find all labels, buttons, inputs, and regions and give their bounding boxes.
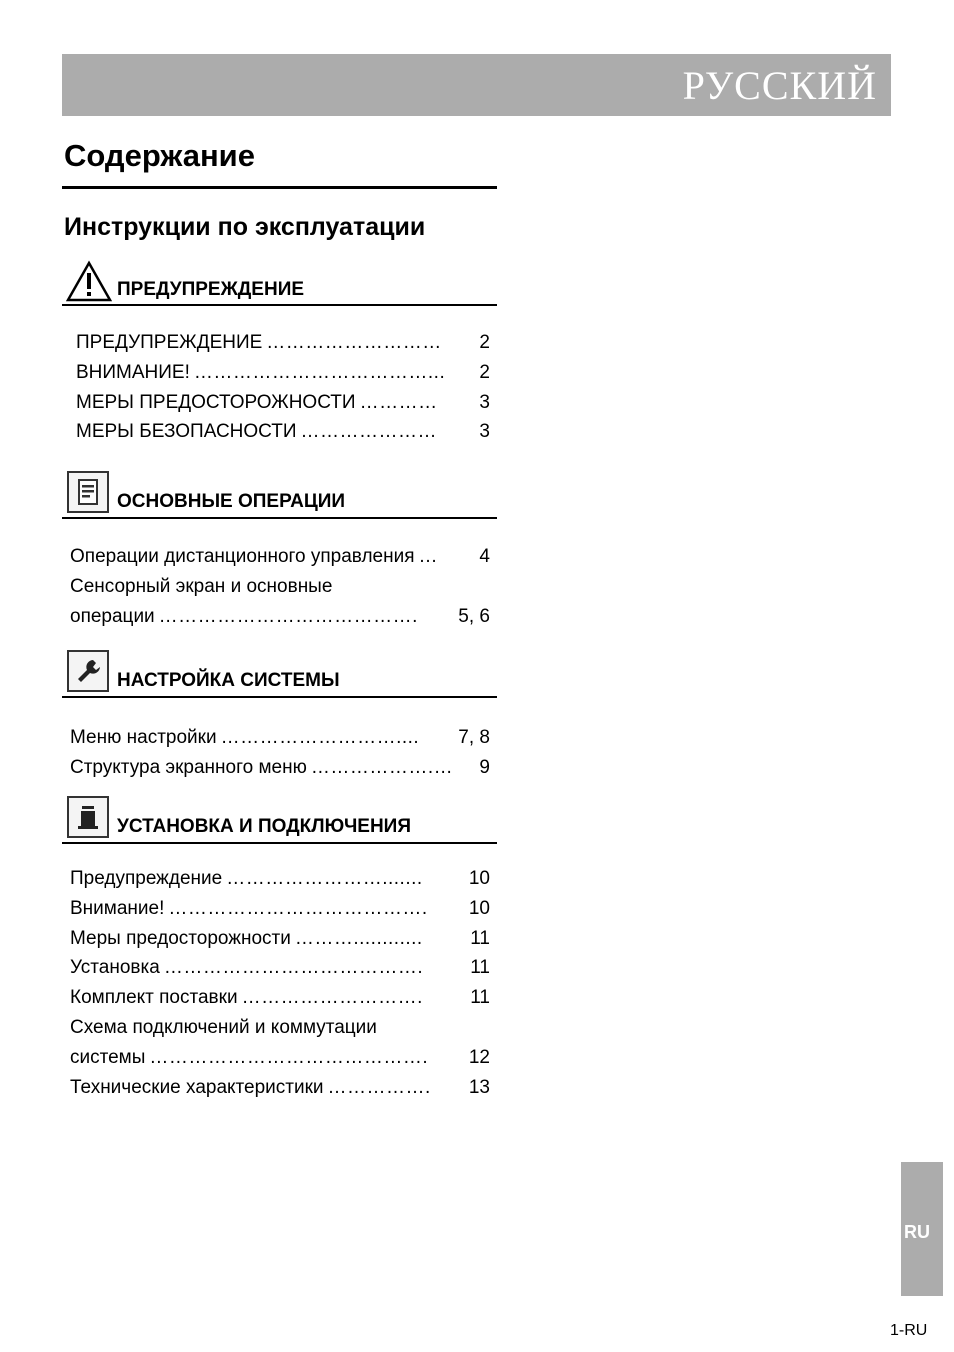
toc-page: 10 (468, 868, 490, 889)
toc-leader: ……………. (327, 1076, 431, 1098)
toc-entry-title: ПРЕДУПРЕЖДЕНИЕ (76, 332, 263, 353)
toc-entry-title: операции (70, 605, 155, 627)
toc-page: 10 (468, 897, 490, 919)
toc-page: 4 (479, 546, 490, 567)
section-rule (62, 304, 497, 306)
toc-list-basic-operations (70, 542, 490, 631)
toc-entry[interactable] (70, 1013, 490, 1043)
toc-page: 3 (479, 391, 490, 413)
language-title: РУССКИЙ (682, 63, 877, 108)
toc-entry-title: Сенсорный экран и основные (70, 575, 333, 597)
toc-entry[interactable] (70, 542, 490, 572)
toc-entry[interactable] (76, 328, 490, 358)
toc-leader: ……………….… (310, 756, 454, 778)
toc-entry[interactable] (70, 1043, 490, 1073)
title-divider (62, 186, 497, 189)
toc-entry[interactable] (70, 753, 490, 783)
section-warning (62, 256, 497, 306)
toc-page: 11 (470, 987, 490, 1009)
page-title: Содержание (64, 138, 255, 173)
toc-page: 7, 8 (458, 727, 490, 748)
subtitle: Инструкции по эксплуатации (64, 213, 426, 241)
toc-leader: …………………………………. (158, 605, 418, 627)
page-number: 1-RU (890, 1322, 928, 1339)
toc-leader: …………………………………. (168, 897, 428, 919)
toc-entry-title: ВНИМАНИЕ! (76, 361, 190, 383)
toc-entry-title: МЕРЫ ПРЕДОСТОРОЖНОСТИ (76, 391, 356, 413)
toc-entry[interactable] (70, 1073, 490, 1103)
section-rule (62, 842, 497, 844)
section-heading (62, 646, 497, 698)
toc-entry[interactable] (76, 417, 490, 447)
toc-entry[interactable] (76, 388, 490, 418)
toc-leader: ………………………. (241, 987, 423, 1009)
toc-entry-title: Технические характеристики (70, 1076, 324, 1098)
toc-page: 11 (470, 957, 490, 979)
toc-leader: …………………………………. (163, 957, 424, 979)
toc-entry[interactable] (70, 953, 490, 983)
toc-entry[interactable] (70, 924, 490, 954)
section-rule (62, 517, 497, 519)
toc-page: 11 (470, 927, 490, 949)
toc-entry[interactable] (70, 983, 490, 1013)
warning-triangle-icon (66, 260, 112, 302)
toc-entry-title: Комплект поставки (70, 987, 238, 1009)
section-label: ОСНОВНЫЕ ОПЕРАЦИИ (117, 491, 346, 512)
toc-page: 2 (479, 332, 490, 353)
section-label: УСТАНОВКА И ПОДКЛЮЧЕНИЯ (117, 816, 411, 837)
toc-entry[interactable] (76, 358, 490, 388)
toc-page: 2 (479, 361, 490, 383)
toc-entry[interactable] (70, 572, 490, 602)
toc-page: 13 (468, 1076, 490, 1098)
toc-entry-title: Установка (70, 957, 160, 979)
wrench-icon (67, 650, 109, 692)
section-label: ПРЕДУПРЕЖДЕНИЕ (117, 279, 305, 300)
toc-entry-title: Меры предосторожности (70, 927, 291, 949)
toc-entry-title: МЕРЫ БЕЗОПАСНОСТИ (76, 421, 297, 443)
toc-list-system-settings (70, 723, 490, 783)
section-heading (62, 256, 497, 306)
toc-entry-title: Схема подключений и коммутации (70, 1016, 377, 1038)
toc-entry[interactable] (70, 864, 490, 894)
toc-list-installation (70, 864, 490, 1102)
toc-leader: ……………………………………. (149, 1046, 429, 1068)
language-code: RU (904, 1222, 930, 1242)
toc-page: 9 (479, 756, 490, 778)
section-heading (62, 792, 497, 844)
section-installation (62, 792, 497, 844)
toc-leader: ………………………………... (193, 361, 446, 383)
toc-entry-title: Структура экранного меню (70, 756, 307, 778)
toc-leader: ……………………....... (226, 868, 423, 889)
toc-leader: ……………………….... (220, 727, 420, 748)
toc-entry[interactable] (70, 894, 490, 924)
language-side-tab (901, 1162, 943, 1296)
toc-leader: … (418, 546, 439, 567)
toc-list-warning (76, 328, 490, 447)
toc-entry-title: системы (70, 1046, 146, 1068)
toc-entry-title: Операции дистанционного управления (70, 546, 415, 567)
toc-leader: ……………………… (266, 332, 442, 353)
toc-entry-title: Внимание! (70, 897, 165, 919)
toc-entry[interactable] (70, 602, 490, 632)
toc-entry[interactable] (70, 723, 490, 753)
toc-page: 5, 6 (458, 605, 490, 627)
language-banner (62, 54, 891, 116)
device-unit-icon (67, 796, 109, 838)
section-label: НАСТРОЙКА СИСТЕМЫ (117, 670, 340, 691)
document-icon (67, 471, 109, 513)
section-basic-operations (62, 466, 497, 519)
toc-leader: ………............ (294, 927, 423, 949)
toc-entry-title: Предупреждение (70, 868, 223, 889)
section-heading (62, 466, 497, 519)
toc-page: 3 (479, 421, 490, 443)
section-rule (62, 696, 497, 698)
toc-leader: ………………… (300, 421, 438, 443)
toc-page: 12 (468, 1046, 490, 1068)
section-system-settings (62, 646, 497, 698)
toc-leader: ………… (359, 391, 438, 413)
toc-entry-title: Меню настройки (70, 727, 217, 748)
